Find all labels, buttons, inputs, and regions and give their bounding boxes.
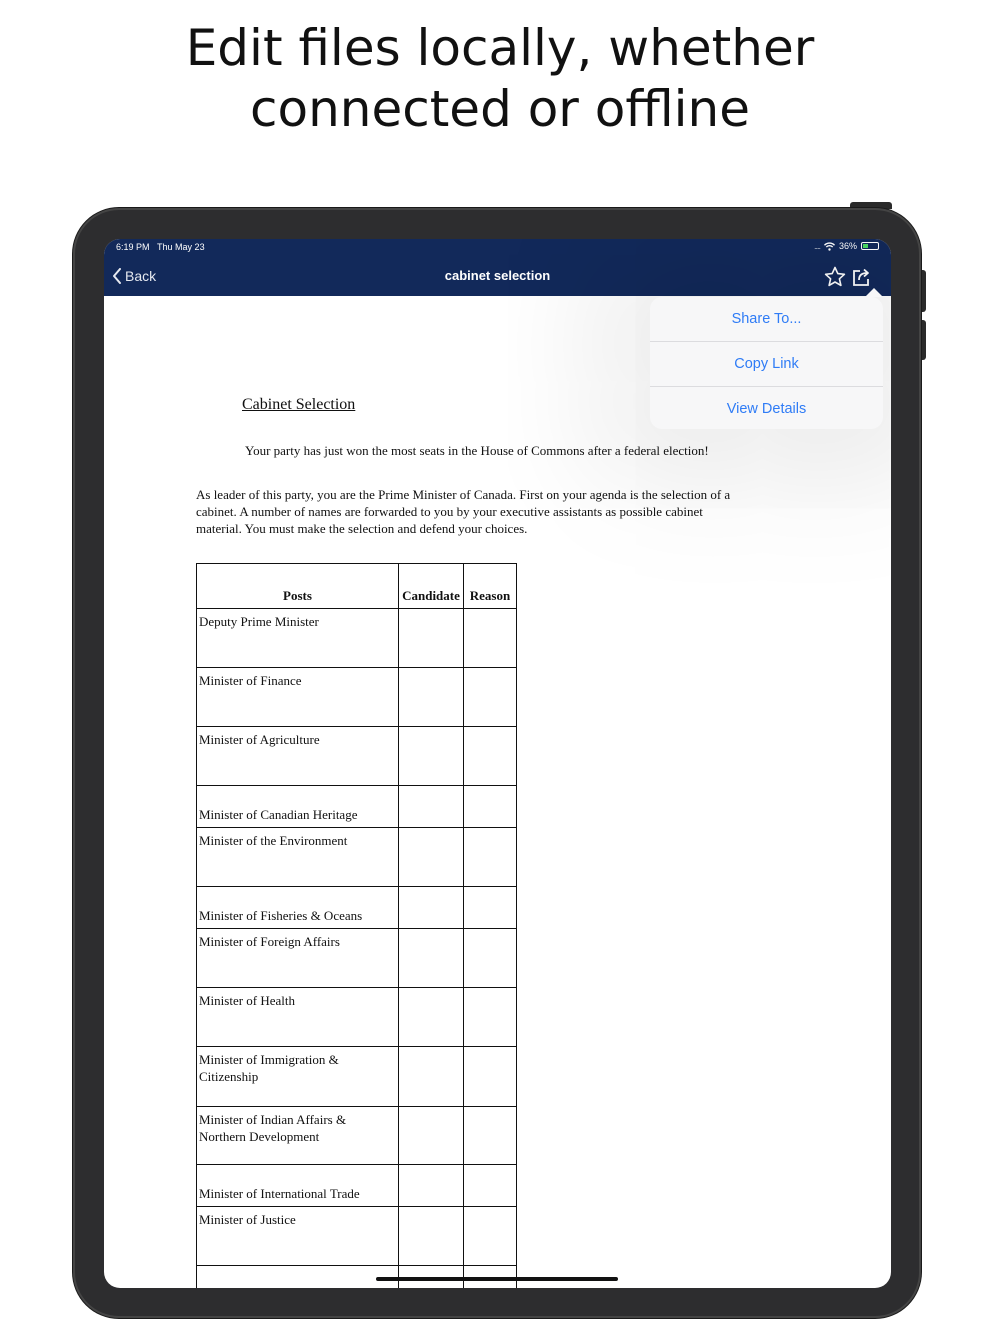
share-icon bbox=[850, 265, 874, 289]
reason-cell bbox=[464, 668, 517, 727]
table-row bbox=[197, 1047, 517, 1107]
reason-cell bbox=[464, 887, 517, 929]
reason-cell bbox=[464, 828, 517, 887]
table-row bbox=[197, 887, 517, 929]
post-cell: Minister of Foreign Affairs bbox=[197, 929, 399, 988]
view-details-item[interactable]: View Details bbox=[726, 401, 807, 417]
post-cell: Minister of Canadian Heritage bbox=[197, 786, 399, 828]
battery-level-fill bbox=[863, 244, 868, 248]
document-page[interactable] bbox=[104, 296, 891, 1288]
popover-arrow bbox=[865, 288, 883, 297]
post-cell: Minister of Justice bbox=[197, 1207, 399, 1266]
cabinet-table bbox=[196, 563, 517, 1288]
table-row bbox=[197, 1107, 517, 1165]
candidate-cell bbox=[399, 1207, 464, 1266]
back-button[interactable] bbox=[112, 266, 156, 286]
status-date-value: Thu May 23 bbox=[157, 242, 205, 252]
share-to-item[interactable]: Share To... bbox=[650, 297, 883, 342]
header-reason: Reason bbox=[464, 564, 517, 609]
home-indicator[interactable] bbox=[376, 1277, 618, 1281]
post-cell: Minister of International Trade bbox=[197, 1165, 399, 1207]
share-popover bbox=[650, 297, 883, 429]
wifi-icon bbox=[824, 242, 835, 251]
candidate-cell bbox=[399, 609, 464, 668]
chevron-left-icon bbox=[112, 268, 122, 284]
headline-line-2: connected or offline bbox=[249, 80, 751, 138]
candidate-cell bbox=[399, 1107, 464, 1165]
post-cell: Minister of Agriculture bbox=[197, 727, 399, 786]
status-time bbox=[116, 242, 205, 252]
candidate-cell bbox=[399, 1165, 464, 1207]
headline-line-1: Edit files locally, whether bbox=[185, 19, 815, 77]
doc-paragraph-line: As leader of this party, you are the Prime Minister of Canada. First on your agenda is the selection of a bbox=[196, 487, 731, 502]
document-title: cabinet selection bbox=[444, 268, 551, 283]
candidate-cell bbox=[399, 668, 464, 727]
post-cell: Minister of Indian Affairs & Northern Development bbox=[197, 1107, 399, 1165]
battery-icon bbox=[861, 242, 879, 250]
table-row bbox=[197, 1165, 517, 1207]
status-indicators bbox=[814, 241, 879, 251]
reason-cell bbox=[464, 1107, 517, 1165]
post-cell: Deputy Prime Minister bbox=[197, 609, 399, 668]
battery-percent: 36% bbox=[838, 241, 857, 251]
candidate-cell bbox=[399, 786, 464, 828]
navigation-bar bbox=[104, 239, 891, 296]
reason-cell bbox=[464, 1047, 517, 1107]
candidate-cell bbox=[399, 1047, 464, 1107]
post-cell: Minister of Fisheries & Oceans bbox=[197, 887, 399, 929]
post-cell: Minister of Finance bbox=[197, 668, 399, 727]
doc-paragraph bbox=[196, 486, 730, 537]
header-candidate: Candidate bbox=[399, 564, 464, 609]
favorite-button[interactable] bbox=[823, 265, 847, 289]
table-row bbox=[197, 828, 517, 887]
table-row bbox=[197, 988, 517, 1047]
doc-paragraph-line: cabinet. A number of names are forwarded to you by your executive assistants as possible cabinet bbox=[196, 504, 703, 519]
doc-heading: Cabinet Selection bbox=[242, 396, 356, 413]
post-cell: Minister of the Environment bbox=[197, 828, 399, 887]
reason-cell bbox=[464, 727, 517, 786]
reason-cell bbox=[464, 988, 517, 1047]
tablet-screen bbox=[104, 239, 891, 1288]
candidate-cell bbox=[399, 929, 464, 988]
copy-link-item[interactable]: Copy Link bbox=[650, 342, 883, 387]
share-button[interactable] bbox=[850, 265, 874, 289]
star-icon bbox=[823, 265, 847, 289]
reason-cell bbox=[464, 786, 517, 828]
table-row bbox=[197, 727, 517, 786]
status-time-value: 6:19 PM bbox=[116, 242, 150, 252]
back-label: Back bbox=[125, 268, 157, 284]
post-cell: Minister of Health bbox=[197, 988, 399, 1047]
post-cell: Minister of Immigration & Citizenship bbox=[197, 1047, 399, 1107]
table-row bbox=[197, 609, 517, 668]
post-cell bbox=[197, 1266, 399, 1289]
header-posts: Posts bbox=[197, 564, 399, 609]
candidate-cell bbox=[399, 727, 464, 786]
doc-intro: Your party has just won the most seats in the House of Commons after a federal election! bbox=[245, 443, 709, 458]
reason-cell bbox=[464, 609, 517, 668]
table-row bbox=[197, 1207, 517, 1266]
reason-cell bbox=[464, 1207, 517, 1266]
promo-headline bbox=[0, 18, 1000, 140]
table-row bbox=[197, 929, 517, 988]
reason-cell bbox=[464, 1165, 517, 1207]
candidate-cell bbox=[399, 988, 464, 1047]
candidate-cell bbox=[399, 887, 464, 929]
signal-dots-icon: .... bbox=[813, 241, 820, 251]
table-header-row bbox=[197, 564, 517, 609]
candidate-cell bbox=[399, 828, 464, 887]
table-row bbox=[197, 668, 517, 727]
table-row bbox=[197, 786, 517, 828]
doc-paragraph-line: material. You must make the selection and defend your choices. bbox=[196, 521, 528, 536]
reason-cell bbox=[464, 929, 517, 988]
